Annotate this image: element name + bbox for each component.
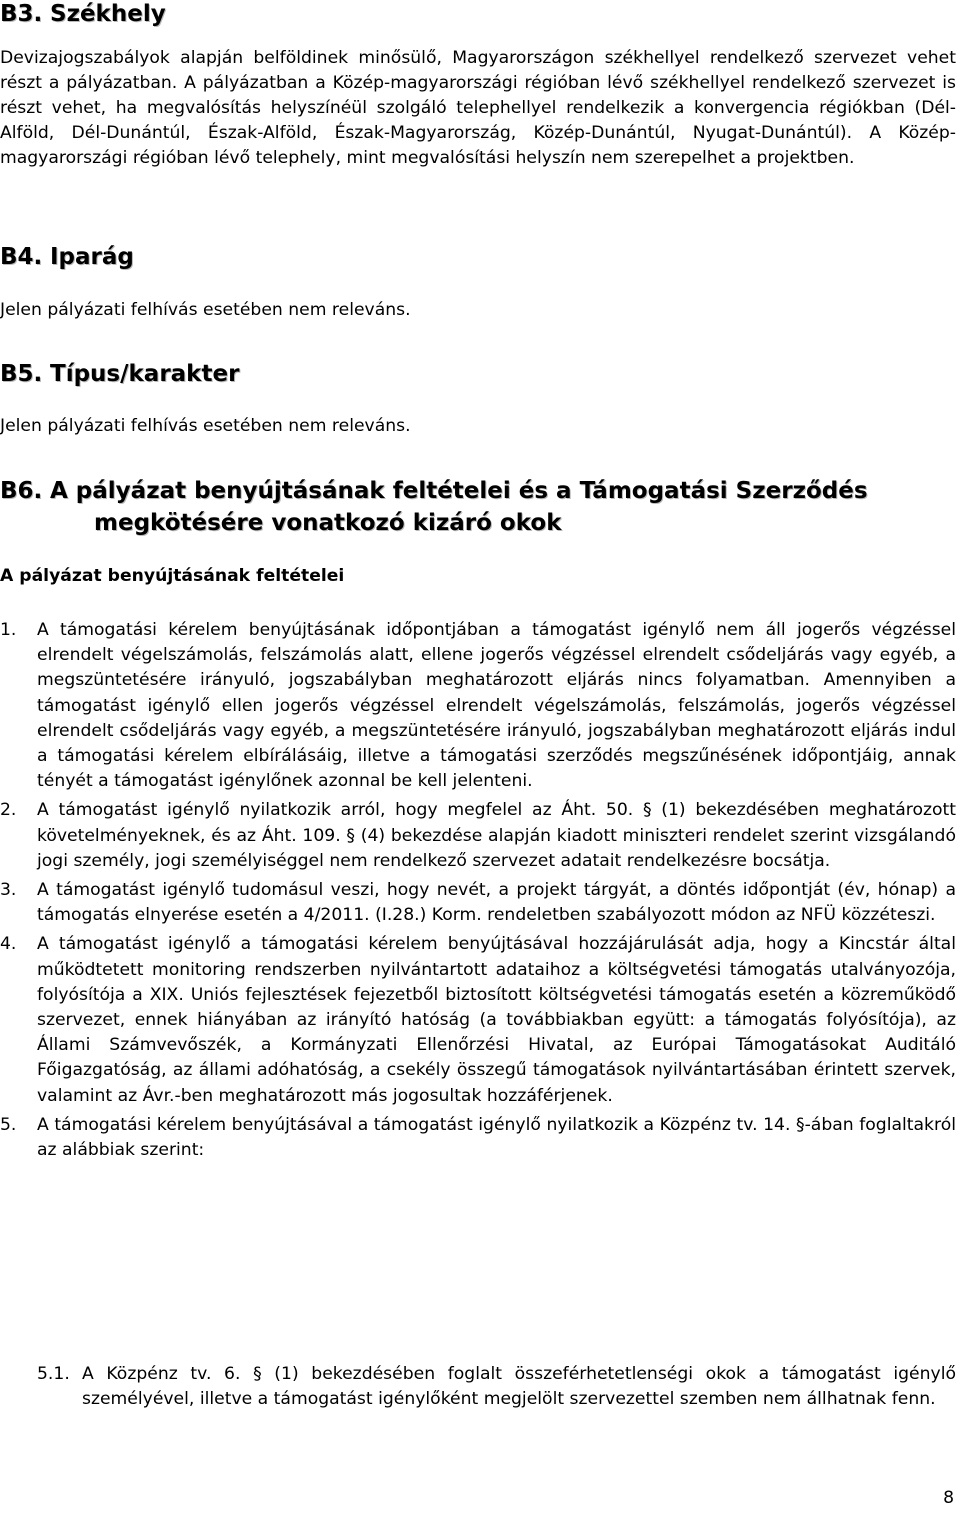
conditions-list xyxy=(0,618,956,1163)
sub-list-item xyxy=(37,1362,956,1412)
section-title-line2: megkötésére vonatkozó kizáró okok xyxy=(94,510,562,536)
section-heading-b6 xyxy=(0,477,868,505)
section-heading-b5 xyxy=(0,360,239,388)
section-title: Székhely xyxy=(50,1,166,27)
page-number: 8 xyxy=(943,1488,954,1508)
list-item xyxy=(0,932,956,1108)
paragraph-b3: Devizajogszabályok alapján belföldinek minősülő, Magyarországon székhellyel rendelkező szervezet vehet részt a pályázatban. A pályázatban a Közép-magyarországi régióban lévő székhellyel rendelkező szervezet is részt vehet, ha megvalósítás helyszínéül szolgáló telephellyel rendelkezik a konvergencia régiókban (Dél-Alföld, Dél-Dunántúl, Észak-Alföld, Észak-Magyarország, Közép-Dunántúl, Nyugat-Dunántúl). A Közép-magyarországi régióban lévő telephely, mint megvalósítási helyszín nem szerepelhet a projektben. xyxy=(0,48,956,168)
list-item xyxy=(0,1113,956,1163)
list-item-number: 3. xyxy=(0,880,17,901)
paragraph-b5: Jelen pályázati felhívás esetében nem releváns. xyxy=(0,416,411,436)
list-item xyxy=(0,878,956,928)
section-number: B6. xyxy=(0,478,43,504)
section-title: Típus/karakter xyxy=(50,361,240,387)
list-item-number: 2. xyxy=(0,800,17,821)
list-item xyxy=(0,618,956,794)
paragraph-b4: Jelen pályázati felhívás esetében nem releváns. xyxy=(0,300,411,320)
section-number: B5. xyxy=(0,361,43,387)
section-heading-b6-continued xyxy=(94,509,562,537)
list-item-text: A támogatást igénylő a támogatási kérelem benyújtásával hozzájárulását adja, hogy a Kincstár által működtetett monitoring rendszerben nyilvántartott adataihoz a költségvetési támogatás utalványozója, folyósítója a XIX. Uniós fejlesztések fejezetből biztosított költségvetési támogatás esetén a közreműködő szervezet, ennek hiányában az irányító hatóság (a továbbiakban együtt: a támogatás folyósítója), az Állami Számvevőszék, a Kormányzati Ellenőrzési Hivatal, az Európai Támogatásokat Auditáló Főigazgatóság, az állami adóhatóság, a csekély összegű támogatások nyilvántartásában érintett szervek, valamint az Ávr.-ben meghatározott más jogosultak hozzáférjenek. xyxy=(37,934,956,1106)
list-item-text: A támogatási kérelem benyújtásának időpontjában a támogatást igénylő nem áll jogerős végzéssel elrendelt végelszámolás, felszámolás alatt, ellene jogerős végzéssel elrendelt csődeljárás vagy egyéb, a megszüntetésére irányuló, jogszabályban meghatározott eljárás nincs folyamatban. Amennyiben a támogatást igénylő ellen jogerős végzéssel elrendelt végelszámolás, felszámolás, jogerős végzéssel elrendelt csődeljárás vagy egyéb, a megszüntetésére irányuló, jogszabályban meghatározott eljárás indul a támogatási kérelem elbírálásáig, illetve a támogatási szerződés megszűnésének időpontjáig, annak tényét a támogatást igénylőnek azonnal be kell jelenteni. xyxy=(37,620,956,792)
list-item-number: 5. xyxy=(0,1114,17,1135)
subheading: A pályázat benyújtásának feltételei xyxy=(0,566,345,586)
sub-list-item-text: A Közpénz tv. 6. § (1) bekezdésében foglalt összeférhetetlenségi okok a támogatást igénylő személyével, illetve a támogatást igénylőként megjelölt szervezettel szemben nem állhatnak fenn. xyxy=(82,1364,956,1410)
section-title: Iparág xyxy=(50,244,134,270)
section-heading-b4 xyxy=(0,243,134,271)
section-number: B3. xyxy=(0,1,43,27)
list-item-text: A támogatási kérelem benyújtásával a támogatást igénylő nyilatkozik a Közpénz tv. 14. §-ában foglaltakról az alábbiak szerint: xyxy=(37,1114,956,1161)
section-title-line1: A pályázat benyújtásának feltételei és a Támogatási Szerződés xyxy=(50,478,868,504)
sub-list-item-number: 5.1. xyxy=(37,1364,70,1384)
list-item-number: 1. xyxy=(0,620,17,640)
list-item-text: A támogatást igénylő tudomásul veszi, hogy nevét, a projekt tárgyát, a döntés időpontját (év, hónap) a támogatás elnyerése esetén a 4/2011. (I.28.) Korm. rendeletben szabályozott módon az NFÜ közzéteszi. xyxy=(37,880,956,926)
section-heading-b3 xyxy=(0,0,166,28)
list-item xyxy=(0,798,956,874)
section-number: B4. xyxy=(0,244,43,270)
list-item-text: A támogatást igénylő nyilatkozik arról, hogy megfelel az Áht. 50. § (1) bekezdésében meghatározott követelményeknek, és az Áht. 109. § (4) bekezdése alapján kiadott miniszteri rendelet szerint vizsgálandó jogi személy, jogi személyiséggel nem rendelkező szervezet adatait rendelkezésre bocsátja. xyxy=(37,800,956,871)
list-item-number: 4. xyxy=(0,934,17,955)
